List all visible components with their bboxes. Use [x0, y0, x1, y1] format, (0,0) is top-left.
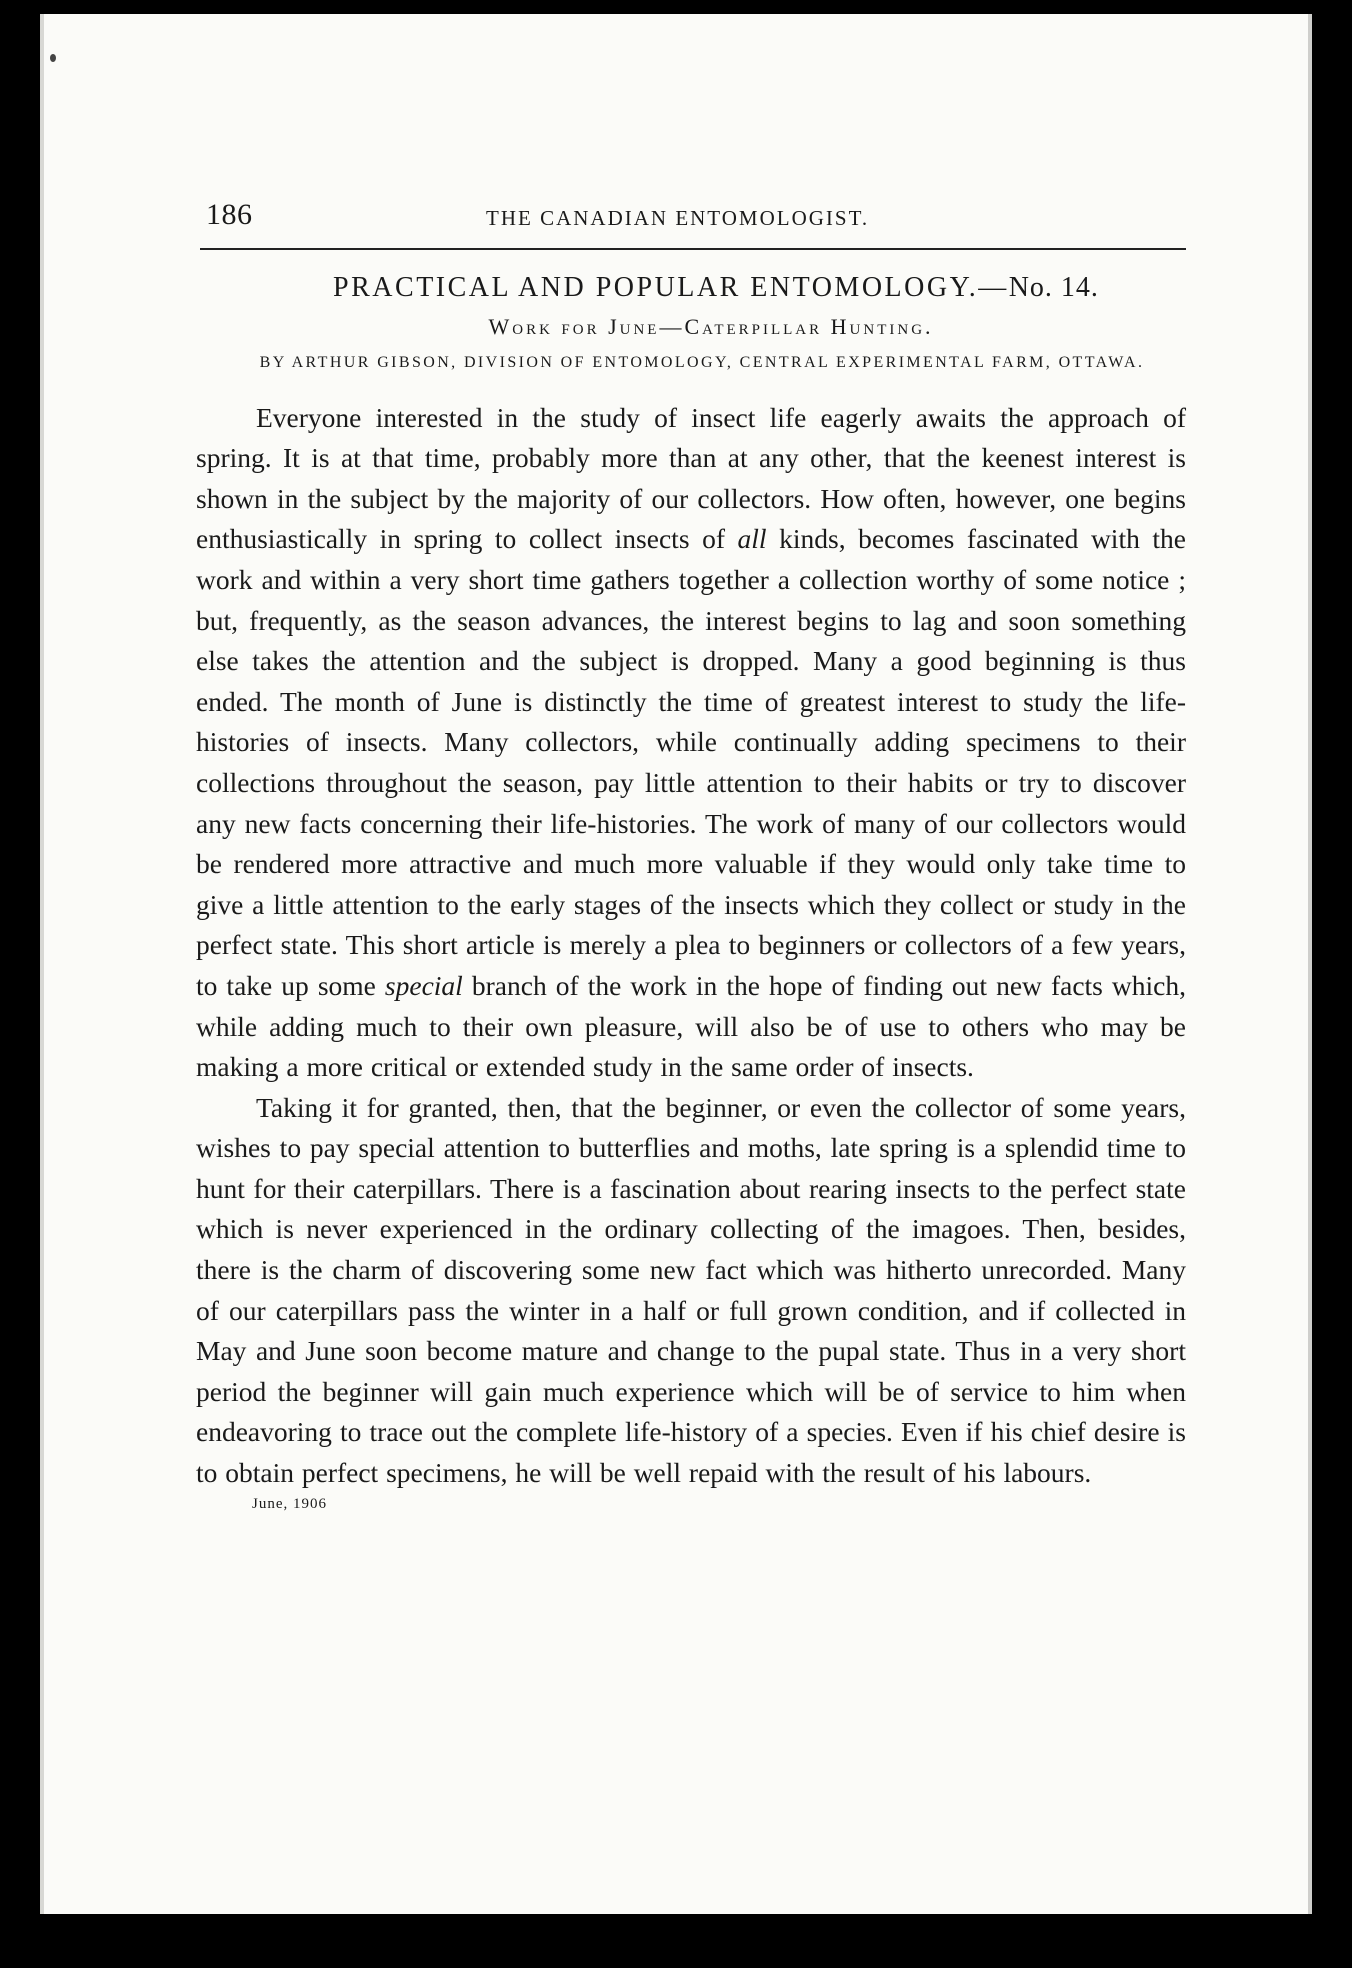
- article-title: [196, 272, 1186, 304]
- article-byline: BY ARTHUR GIBSON, DIVISION OF ENTOMOLOGY, CENTRAL EXPERIMENTAL FARM, OTTAWA.: [259, 354, 1145, 371]
- issue-date: June, 1906: [252, 1495, 327, 1512]
- page-left-edge: [40, 14, 44, 1914]
- header-rule: [200, 248, 1186, 250]
- paragraph-1-part-c: branch of the work in the hope of finding out new facts which, while adding much to their own pleasure, will also be of use to others who may be making a more critical or extended study in the same order of insects.: [196, 969, 1186, 1083]
- scan-speck: [50, 54, 56, 62]
- scanned-page: [40, 14, 1312, 1914]
- paragraph-1: [196, 398, 1186, 1088]
- binding-shadow: [1312, 40, 1324, 1900]
- paragraph-1-italic-special: special: [384, 969, 463, 1001]
- journal-title: THE CANADIAN ENTOMOLOGIST.: [486, 206, 870, 230]
- page-content: [196, 194, 1186, 1513]
- article-subtitle: Work for June—Caterpillar Hunting.: [488, 314, 934, 339]
- paragraph-2: Taking it for granted, then, that the beginner, or even the collector of some years, wishes to pay special attention to butterflies and moths, late spring is a splendid time to hunt for their caterpillars. There is a fascination about rearing insects to the perfect state which is never experienced in the ordinary collecting of the imagoes. Then, besides, there is the charm of discovering some new fact which was hitherto unrecorded. Many of our caterpillars pass the winter in a half or full grown condition, and if collected in May and June soon become mature and change to the pupal state. Thus in a very short period the beginner will gain much experience which will be of service to him when endeavoring to trace out the complete life-history of a species. Even if his chief desire is to obtain perfect specimens, he will be well repaid with the result of his labours.: [196, 1091, 1186, 1489]
- paragraph-1-italic-all: all: [737, 523, 767, 555]
- running-head: [196, 194, 1186, 238]
- paragraph-1-part-b: kinds, becomes fascinated with the work and within a very short time gathers together a collection worthy of some notice ; but, frequently, as the season advances, the interest begins to lag and soon something else takes the attention and the subject is dropped. Many a good beginning is thus ended. The month of June is distinctly the time of greatest interest to study the life-histories of insects. Many collectors, while continually adding specimens to their collections throughout the season, pay little attention to their habits or try to discover any new facts concerning their life-histories. The work of many of our collectors would be rendered more attractive and much more valuable if they would only take time to give a little attention to the early stages of the insects which they collect or study in the perfect state. This short article is merely a plea to beginners or collectors of a few years, to take up some: [196, 523, 1186, 1001]
- paragraph-1-part-a: Everyone interested in the study of insect life eagerly awaits the approach of spring. It is at that time, probably more than at any other, that the keenest interest is shown in the subject by the majority of our collectors. How often, however, one begins enthusiastically in spring to collect insects of: [196, 401, 1186, 555]
- article-title-text: PRACTICAL AND POPULAR ENTOMOLOGY.—: [333, 272, 1009, 303]
- article-number: No. 14.: [1008, 272, 1099, 303]
- article-body: [196, 398, 1186, 1494]
- page-number: 186: [206, 198, 253, 231]
